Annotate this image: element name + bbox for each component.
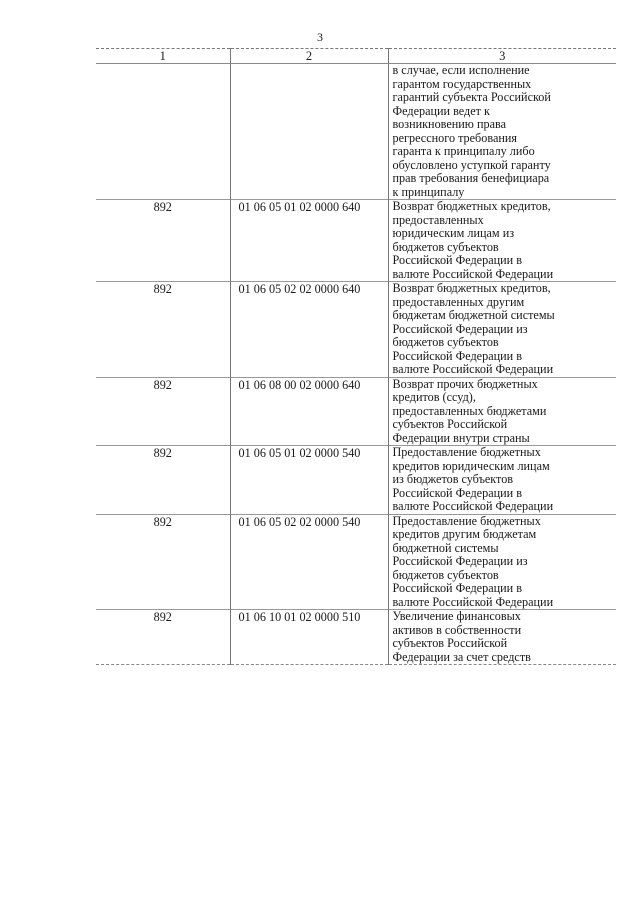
- description-cell: [388, 446, 616, 515]
- page-number: 3: [317, 30, 323, 44]
- column-header-2: 2: [230, 49, 388, 64]
- description-line: Предоставление бюджетных: [392, 513, 541, 528]
- column-header-3: 3: [388, 49, 616, 64]
- budget-classification-code-cell: 01 06 05 01 02 0000 540: [230, 446, 388, 515]
- description-line: Российской Федерации из: [392, 321, 528, 336]
- description-line: бюджетам бюджетной системы: [392, 308, 555, 322]
- description-line: гарантий субъекта Российской: [392, 90, 551, 104]
- description-line: валюте Российской Федерации: [392, 499, 554, 513]
- description-line: Возврат бюджетных кредитов,: [392, 281, 551, 295]
- description-line: регрессного требования: [392, 130, 518, 145]
- table-row: [96, 514, 616, 610]
- table-body: [96, 64, 616, 665]
- description-cell: [388, 610, 616, 665]
- description-line: Российской Федерации в: [392, 581, 522, 595]
- description-line: гаранта к принципалу либо: [392, 144, 535, 158]
- description-line: бюджетов субъектов: [392, 567, 499, 582]
- table-row: [96, 64, 616, 200]
- budget-classification-code-cell: 01 06 08 00 02 0000 640: [230, 377, 388, 446]
- description-line: предоставленных бюджетами: [392, 403, 547, 418]
- budget-classification-code-cell: [230, 64, 388, 200]
- description-line: из бюджетов субъектов: [392, 472, 514, 486]
- description-line: Предоставление бюджетных: [392, 445, 541, 459]
- budget-classification-code-cell: 01 06 05 02 02 0000 540: [230, 514, 388, 610]
- budget-codes-table: [96, 48, 616, 665]
- budget-classification-code-cell: 01 06 05 01 02 0000 640: [230, 200, 388, 282]
- admin-code-cell: [96, 64, 230, 200]
- description-cell: [388, 377, 616, 446]
- admin-code-cell: 892: [96, 377, 230, 446]
- budget-classification-code-cell: 01 06 10 01 02 0000 510: [230, 610, 388, 665]
- admin-code-cell: 892: [96, 282, 230, 378]
- description-line: валюте Российской Федерации: [392, 266, 554, 281]
- table-row: [96, 200, 616, 282]
- description-line: в случае, если исполнение: [392, 63, 530, 77]
- table-row: [96, 610, 616, 665]
- admin-code-cell: 892: [96, 446, 230, 515]
- description-cell: [388, 514, 616, 610]
- description-line: кредитов юридическим лицам: [392, 458, 550, 473]
- description-line: юридическим лицам из: [392, 226, 515, 240]
- description-line: обусловлено уступкой гаранту: [392, 157, 551, 172]
- description-line: Российской Федерации в: [392, 485, 522, 500]
- description-line: субъектов Российской: [392, 636, 508, 650]
- table-row: [96, 446, 616, 515]
- description-line: Российской Федерации из: [392, 554, 528, 568]
- budget-classification-code-cell: 01 06 05 02 02 0000 640: [230, 282, 388, 378]
- description-line: кредитов (ссуд),: [392, 390, 476, 404]
- admin-code-cell: 892: [96, 610, 230, 665]
- description-line: к принципалу: [392, 184, 465, 199]
- description-line: валюте Российской Федерации: [392, 362, 554, 376]
- description-line: кредитов другим бюджетам: [392, 527, 537, 541]
- description-line: бюджетов субъектов: [392, 335, 499, 349]
- description-line: Увеличение финансовых: [392, 609, 521, 623]
- description-line: Российской Федерации в: [392, 348, 522, 363]
- description-line: гарантом государственных: [392, 76, 532, 91]
- description-line: бюджетной системы: [392, 540, 499, 555]
- description-line: Возврат прочих бюджетных: [392, 376, 538, 391]
- admin-code-cell: 892: [96, 200, 230, 282]
- description-line: субъектов Российской: [392, 417, 508, 431]
- table-row: [96, 377, 616, 446]
- table-row: [96, 282, 616, 378]
- description-line: валюте Российской Федерации: [392, 594, 554, 609]
- description-line: Возврат бюджетных кредитов,: [392, 199, 551, 213]
- description-line: Федерации за счет средств: [392, 649, 531, 664]
- column-header-1: 1: [96, 49, 230, 64]
- admin-code-cell: 892: [96, 514, 230, 610]
- description-cell: [388, 64, 616, 200]
- description-line: Федерации внутри страны: [392, 430, 530, 445]
- description-line: возникновению права: [392, 117, 506, 131]
- description-cell: [388, 200, 616, 282]
- table-header-row: [96, 49, 616, 64]
- description-line: предоставленных другим: [392, 294, 525, 309]
- description-cell: [388, 282, 616, 378]
- description-line: бюджетов субъектов: [392, 239, 499, 254]
- description-line: Российской Федерации в: [392, 253, 522, 267]
- description-line: предоставленных: [392, 212, 484, 227]
- description-line: Федерации ведет к: [392, 103, 490, 118]
- description-line: прав требования бенефициара: [392, 171, 550, 185]
- description-line: активов в собственности: [392, 622, 522, 637]
